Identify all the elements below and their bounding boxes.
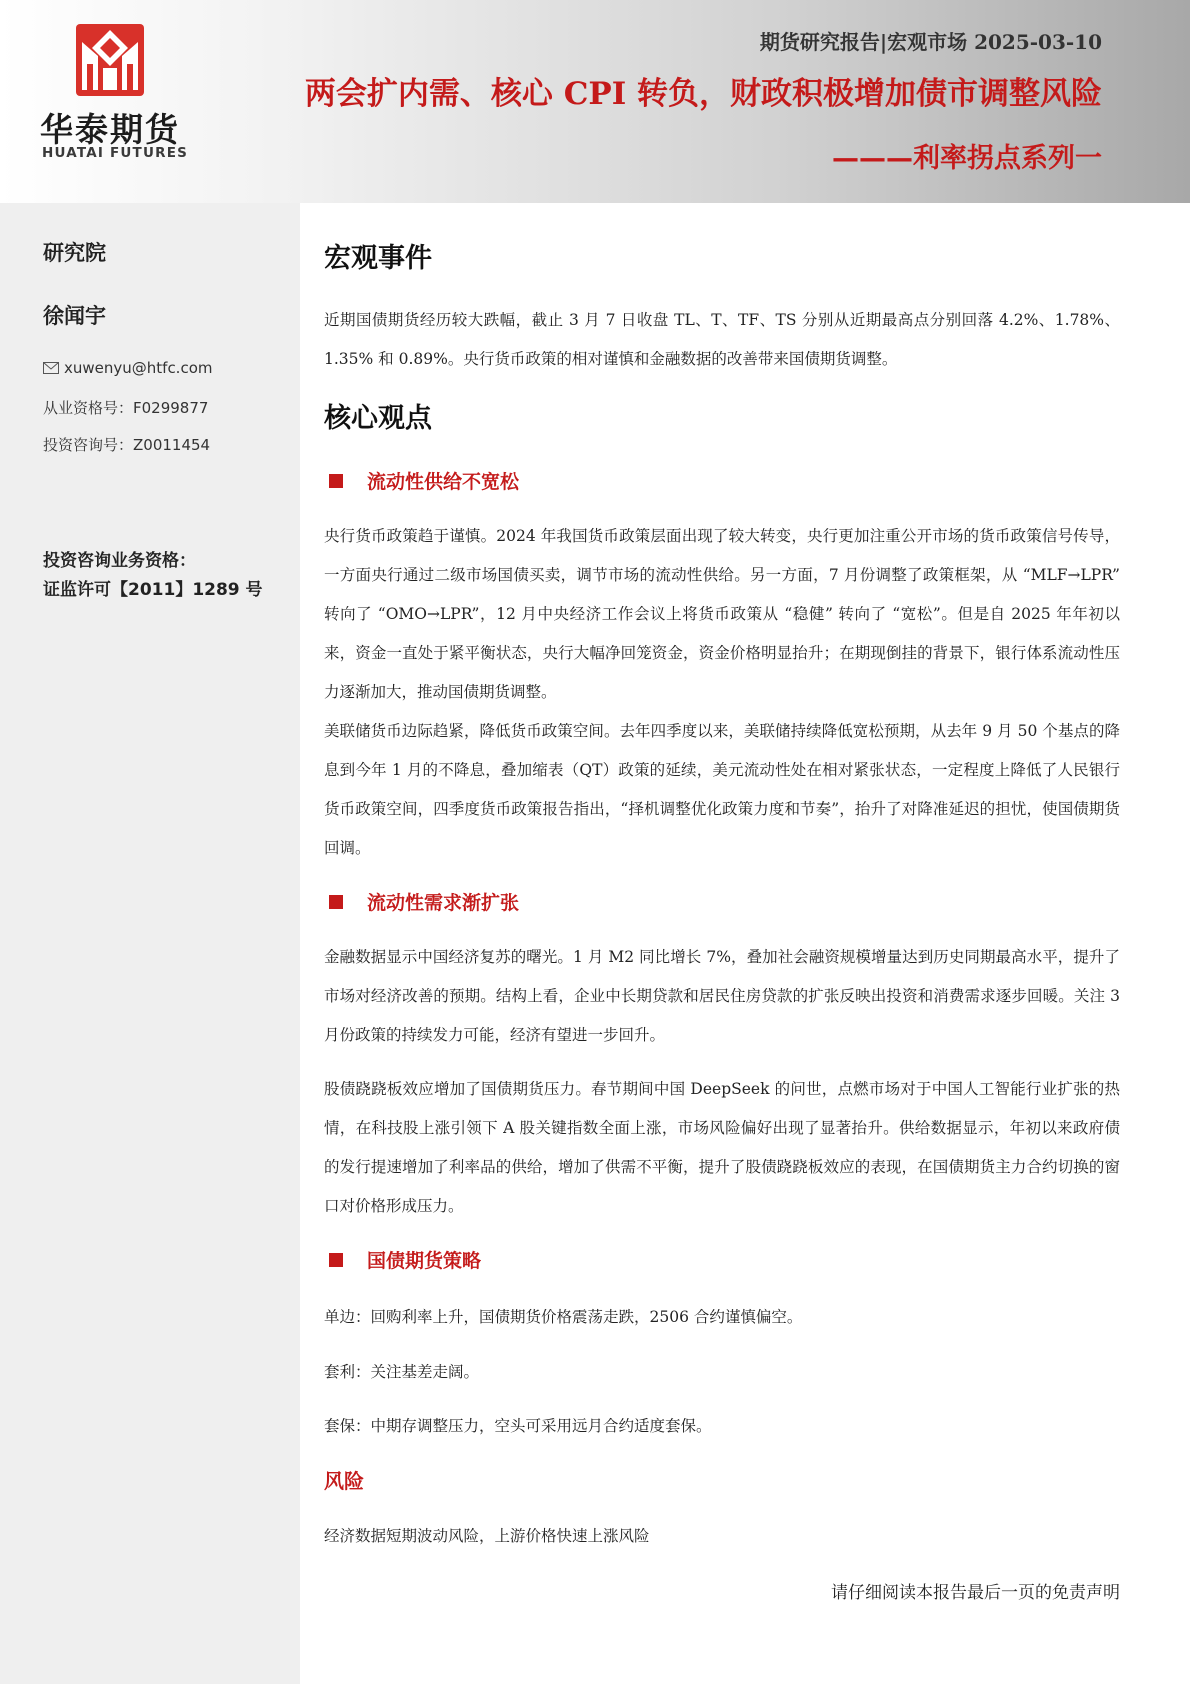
envelope-icon xyxy=(43,362,59,374)
analyst-name: 徐闻宇 xyxy=(43,304,106,328)
square-bullet-icon xyxy=(329,1253,343,1267)
analyst-email[interactable]: xuwenyu@htfc.com xyxy=(64,359,213,377)
department: 研究院 xyxy=(43,241,106,265)
huatai-logo-icon xyxy=(76,24,144,96)
risk-heading: 风险 xyxy=(324,1469,364,1493)
logo-english-name: HUATAI FUTURES xyxy=(42,145,189,161)
risk-text: 经济数据短期波动风险，上游价格快速上涨风险 xyxy=(324,1527,650,1545)
logo-chinese-name: 华泰期货 xyxy=(40,110,180,149)
paragraph: 金融数据显示中国经济复苏的曙光。1 月 M2 同比增长 7%，叠加社会融资规模增量达到历史同期最高水平，提升了市场对经济改善的预期。结构上看，企业中长期贷款和居民住房贷款的扩张反映出投资和消费需求逐步回暖。关注 3 月份政策的持续发力可能，经济有望进一步回升。 xyxy=(324,948,1120,1044)
macro-events-text: 近期国债期货经历较大跌幅，截止 3 月 7 日收盘 TL、T、TF、TS 分别从近期最高点分别回落 4.2%、1.78%、1.35% 和 0.89%。央行货币政策的相对谨慎和金融数据的改善带来国债期货调整。 xyxy=(324,311,1120,368)
strategy-hedging: 套保：中期存调整压力，空头可采用远月合约适度套保。 xyxy=(324,1417,712,1435)
company-logo xyxy=(40,24,190,164)
report-series: ———利率拐点系列一 xyxy=(832,143,1102,174)
qualification-label: 投资咨询业务资格： xyxy=(43,551,196,571)
disclaimer-note: 请仔细阅读本报告最后一页的免责声明 xyxy=(831,1583,1120,1603)
strategy-arbitrage: 套利：关注基差走阔。 xyxy=(324,1363,480,1381)
analyst-email-row[interactable] xyxy=(43,359,213,377)
section-title: 流动性供给不宽松 xyxy=(367,471,520,493)
strategy-directional: 单边：回购利率上升，国债期货价格震荡走跌，2506 合约谨慎偏空。 xyxy=(324,1308,803,1326)
section-heading-liquidity-demand xyxy=(329,888,519,915)
square-bullet-icon xyxy=(329,474,343,488)
report-type-and-date: 期货研究报告|宏观市场 2025-03-10 xyxy=(759,30,1102,54)
macro-events-heading: 宏观事件 xyxy=(324,243,432,274)
section-title: 流动性需求渐扩张 xyxy=(367,892,520,914)
report-header xyxy=(0,0,1190,203)
practice-certificate-number: 从业资格号：F0299877 xyxy=(43,399,209,417)
qualification-license: 证监许可【2011】1289 号 xyxy=(43,580,263,600)
square-bullet-icon xyxy=(329,895,343,909)
section-heading-liquidity-supply xyxy=(329,467,519,494)
core-views-heading: 核心观点 xyxy=(324,403,432,434)
author-sidebar xyxy=(0,203,300,1684)
paragraph: 美联储货币边际趋紧，降低货币政策空间。去年四季度以来，美联储持续降低宽松预期，从去年 9 月 50 个基点的降息到今年 1 月的不降息，叠加缩表（QT）政策的延续，美元流动性处在相对紧张状态，一定程度上降低了人民银行货币政策空间，四季度货币政策报告指出，“择机调整优化政策力度和节奏”，抬升了对降准延迟的担忧，使国债期货回调。 xyxy=(324,722,1120,857)
section-title: 国债期货策略 xyxy=(367,1250,482,1272)
section-heading-futures-strategy xyxy=(329,1246,481,1273)
consulting-certificate-number: 投资咨询号：Z0011454 xyxy=(43,436,211,454)
paragraph: 央行货币政策趋于谨慎。2024 年我国货币政策层面出现了较大转变，央行更加注重公开市场的货币政策信号传导，一方面央行通过二级市场国债买卖，调节市场的流动性供给。另一方面，7 月份调整了政策框架，从 “MLF→LPR” 转向了 “OMO→LPR”，12 月中央经济工作会议上将货币政策从 “稳健” 转向了 “宽松”。但是自 2025 年年初以来，资金一直处于紧平衡状态，央行大幅净回笼资金，资金价格明显抬升；在期现倒挂的背景下，银行体系流动性压力逐渐加大，推动国债期货调整。 xyxy=(324,527,1120,701)
paragraph: 股债跷跷板效应增加了国债期货压力。春节期间中国 DeepSeek 的问世，点燃市场对于中国人工智能行业扩张的热情，在科技股上涨引领下 A 股关键指数全面上涨，市场风险偏好出现了显著抬升。供给数据显示，年初以来政府债的发行提速增加了利率品的供给，增加了供需不平衡，提升了股债跷跷板效应的表现，在国债期货主力合约切换的窗口对价格形成压力。 xyxy=(324,1080,1120,1215)
report-title: 两会扩内需、核心 CPI 转负，财政积极增加债市调整风险 xyxy=(304,76,1102,112)
